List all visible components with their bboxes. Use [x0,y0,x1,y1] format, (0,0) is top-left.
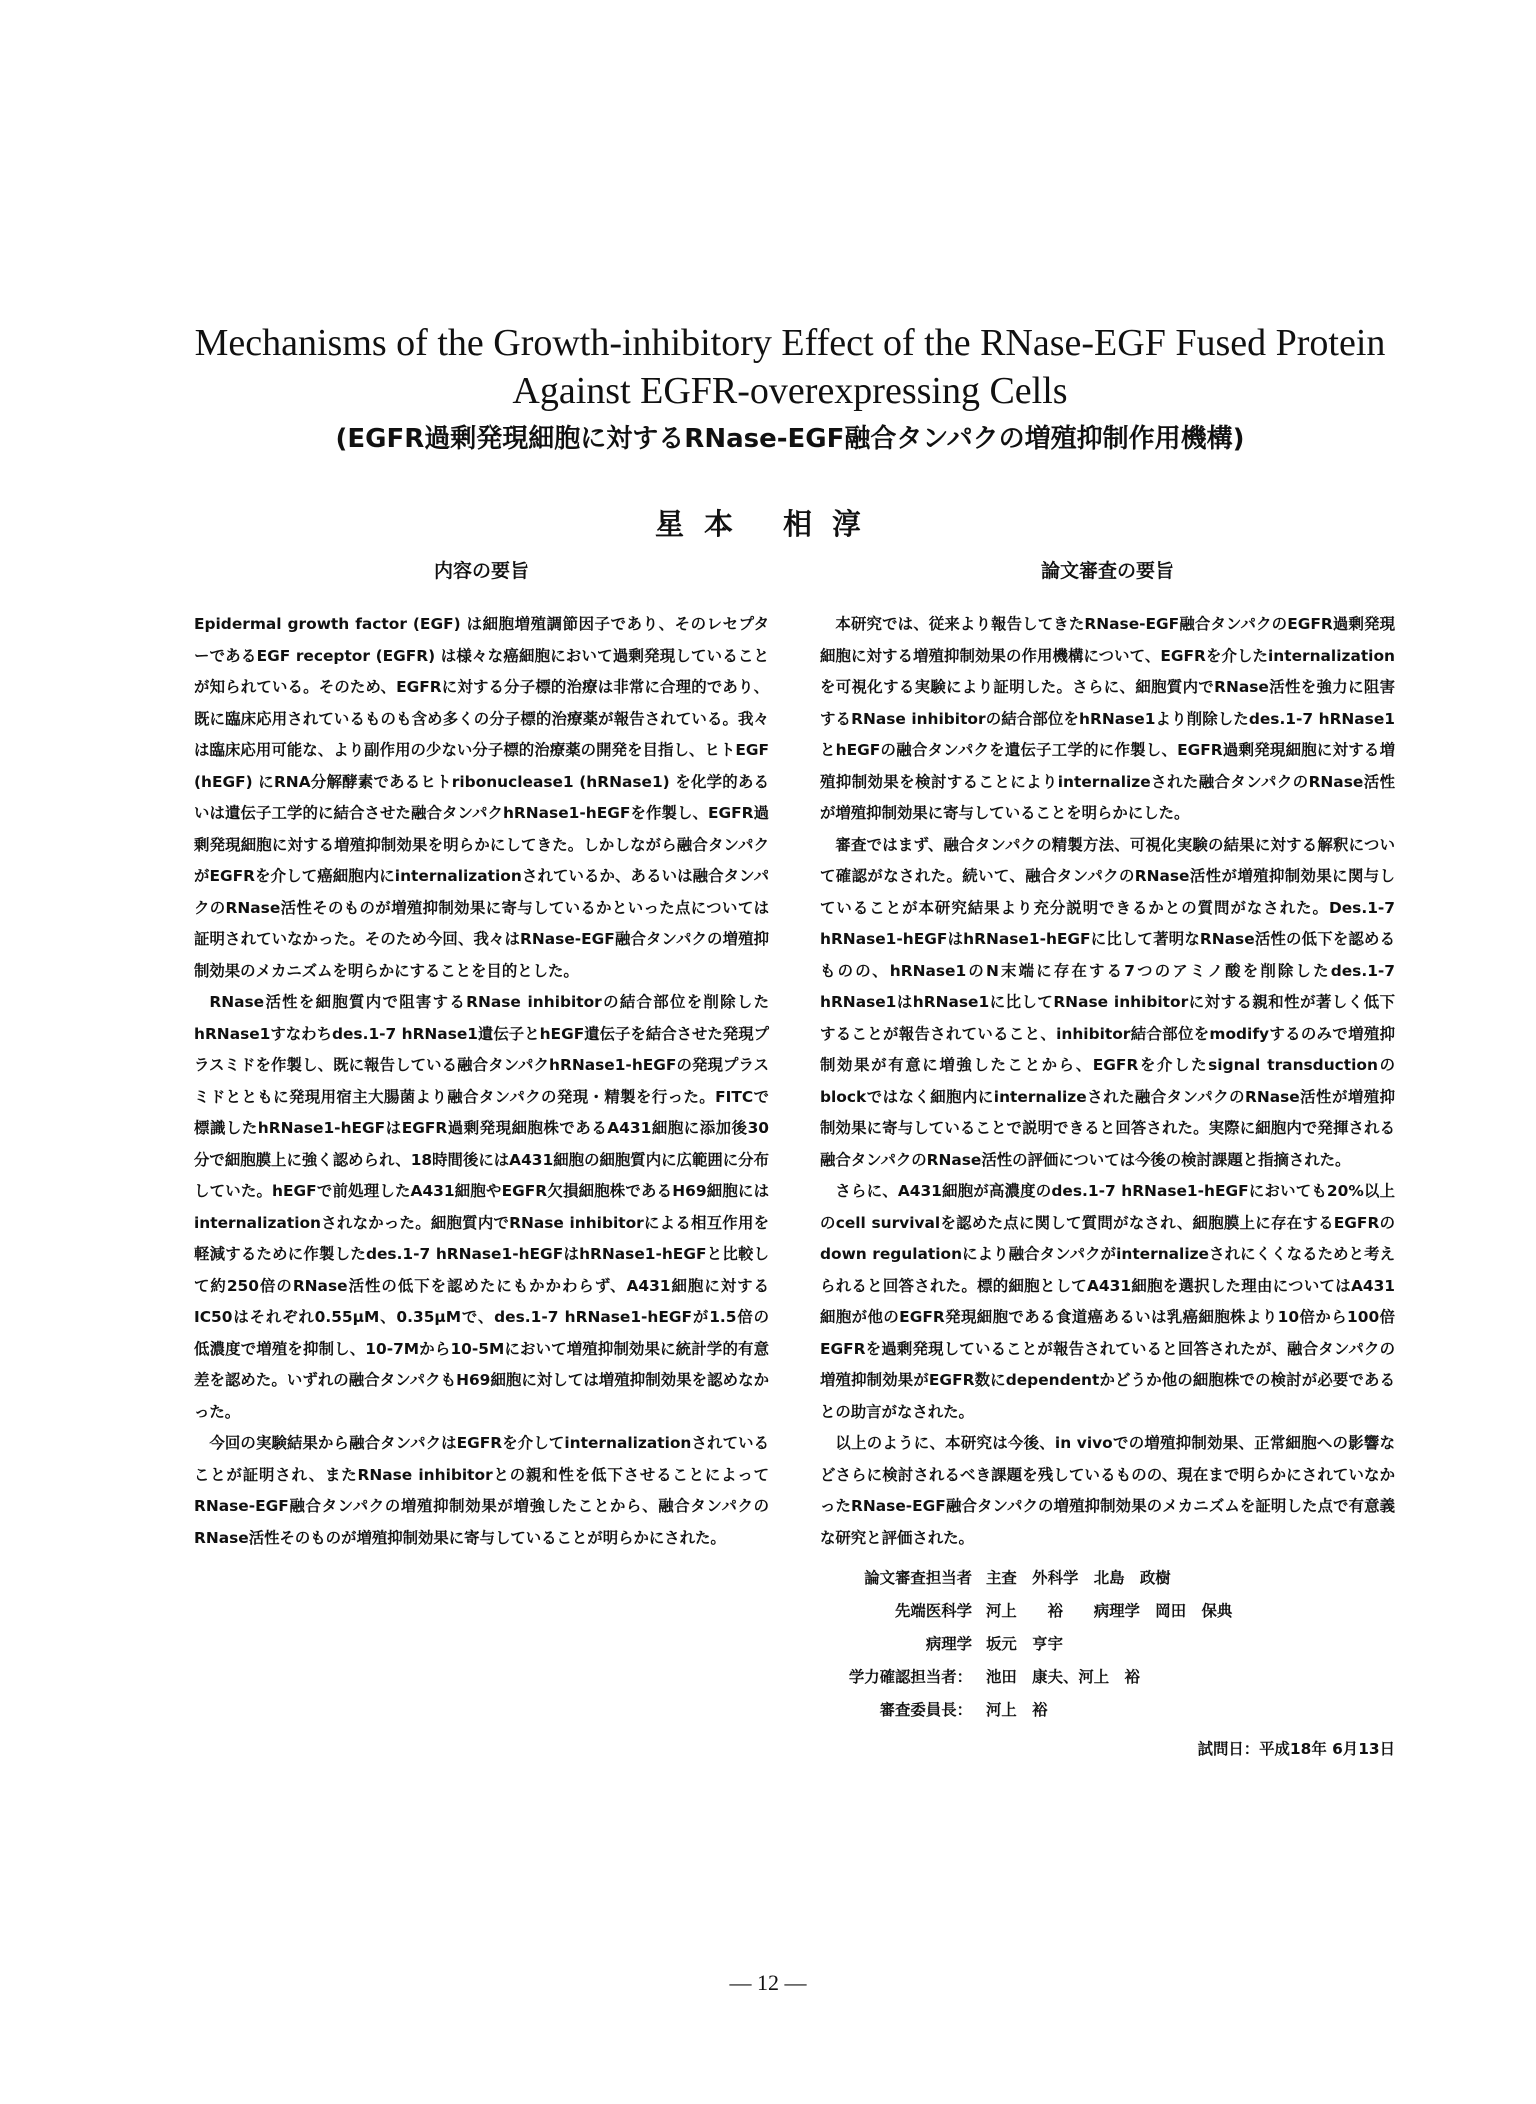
review-summary-heading: 論文審査の要旨 [1040,560,1174,582]
review-paragraph-4: 以上のように、本研究は今後、in vivoでの増殖抑制効果、正常細胞への影響などさらに検討されるべき課題を残しているものの、現在まで明らかにされていなかったRNase-EGF融合タンパクの増殖抑制効果のメカニズムを証明した点で有意義な研究と評価された。 [820,1434,1395,1547]
title-line-1: Mechanisms of the Growth-inhibitory Effect of the RNase-EGF Fused Protein [194,322,1386,364]
content-summary-heading: 内容の要旨 [433,560,529,582]
summary-paragraph-2: RNase活性を細胞質内で阻害するRNase inhibitorの結合部位を削除したhRNase1すなわちdes.1-7 hRNase1遺伝子とhEGF遺伝子を結合させた発現プラスミドを作製し、既に報告している融合タンパクhRNase1-hEGFの発現プラスミドとともに発現用宿主大腸菌より融合タンパクの発現・精製を行った。FITCで標識したhRNase1-hEGFはEGFR過剰発現細胞株であるA431細胞に添加後30分で細胞膜上に強く認められ、18時間後にはA431細胞の細胞質内に広範囲に分布していた。hEGFで前処理したA431細胞やEGFR欠損細胞株であるH69細胞にはinternalizationされなかった。細胞質内でRNase inhibitorによる相互作用を軽減するために作製したdes.1-7 hRNase1-hEGFはhRNase1-hEGFと比較して約250倍のRNase活性の低下を認めたにもかかわらず、A431細胞に対するIC50はそれぞれ0.55μM、0.35μMで、des.1-7 hRNase1-hEGFが1.5倍の低濃度で増殖を抑制し、10-7Mから10-5Mにおいて増殖抑制効果に統計学的有意差を認めた。いずれの融合タンパクもH69細胞に対しては増殖抑制効果を認めなかった。 [194,993,769,1421]
title-line-2: Against EGFR-overexpressing Cells [512,370,1068,412]
examiner-roster [820,1560,1395,1725]
roster-role: 審査委員長： [879,1700,972,1719]
exam-date: 試問日：平成18年 6月13日 [1197,1740,1395,1758]
roster-row [820,1560,1395,1593]
roster-names: 河上 裕 [986,1700,1048,1719]
roster-row [820,1659,1395,1692]
japanese-title: (EGFR過剰発現細胞に対するRNase-EGF融合タンパクの増殖抑制作用機構) [335,424,1245,454]
author-name: 星本 相淳 [654,507,882,541]
page-number: — 12 — [729,1970,807,1995]
roster-names: 池田 康夫、河上 裕 [986,1667,1140,1686]
roster-role: 学力確認担当者： [848,1667,972,1686]
roster-names: 坂元 亨宇 [986,1634,1063,1653]
review-summary-column [820,556,1395,1759]
review-paragraph-1: 本研究では、従来より報告してきたRNase-EGF融合タンパクのEGFR過剰発現細胞に対する増殖抑制効果の作用機構について、EGFRを介したinternalizationを可視化する実験により証明した。さらに、細胞質内でRNase活性を強力に阻害するRNase inhibitorの結合部位をhRNase1より削除したdes.1-7 hRNase1とhEGFの融合タンパクを遺伝子工学的に作製し、EGFR過剰発現細胞に対する増殖抑制効果を検討することによりinternalizeされた融合タンパクのRNase活性が増殖抑制効果に寄与していることを明らかにした。 [820,615,1395,822]
roster-role: 論文審査担当者 [864,1568,972,1587]
roster-role: 先端医科学 [895,1601,972,1620]
roster-row [820,1593,1395,1626]
review-paragraph-3: さらに、A431細胞が高濃度のdes.1-7 hRNase1-hEGFにおいても20%以上のcell survivalを認めた点に関して質問がなされ、細胞膜上に存在するEGFRのdown regulationにより融合タンパクがinternalizeされにくくなるためと考えられると回答された。標的細胞としてA431細胞を選択した理由についてはA431細胞が他のEGFR発現細胞である食道癌あるいは乳癌細胞株より10倍から100倍EGFRを過剰発現していることが報告されていると回答されたが、融合タンパクの増殖抑制効果がEGFR数にdependentかどうか他の細胞株での検討が必要であるとの助言がなされた。 [820,1182,1395,1421]
roster-row [820,1626,1395,1659]
summary-paragraph-3: 今回の実験結果から融合タンパクはEGFRを介してinternalizationされていることが証明され、またRNase inhibitorとの親和性を低下させることによってRNase-EGF融合タンパクの増殖抑制効果が増強したことから、融合タンパクのRNase活性そのものが増殖抑制効果に寄与していることが明らかにされた。 [194,1434,769,1547]
summary-paragraph-1: Epidermal growth factor (EGF) は細胞増殖調節因子であり、そのレセプターであるEGF receptor (EGFR) は様々な癌細胞において過剰発現していることが知られている。そのため、EGFRに対する分子標的治療は非常に合理的であり、既に臨床応用されているものも含め多くの分子標的治療薬が報告されている。我々は臨床応用可能な、より副作用の少ない分子標的治療薬の開発を目指し、ヒトEGF (hEGF) にRNA分解酵素であるヒトribonuclease1 (hRNase1) を化学的あるいは遺伝子工学的に結合させた融合タンパクhRNase1-hEGFを作製し、EGFR過剰発現細胞に対する増殖抑制効果を明らかにしてきた。しかしながら融合タンパクがEGFRを介して癌細胞内にinternalizationされているか、あるいは融合タンパクのRNase活性そのものが増殖抑制効果に寄与しているかといった点については証明されていなかった。そのため今回、我々はRNase-EGF融合タンパクの増殖抑制効果のメカニズムを明らかにすることを目的とした。 [194,615,769,980]
roster-names: 河上 裕 病理学 岡田 保典 [986,1601,1233,1620]
roster-row [820,1692,1395,1725]
content-summary-column [194,556,769,1554]
roster-role: 病理学 [925,1634,972,1653]
review-paragraph-2: 審査ではまず、融合タンパクの精製方法、可視化実験の結果に対する解釈について確認がなされた。続いて、融合タンパクのRNase活性が増殖抑制効果に関与していることが本研究結果より充分説明できるかとの質問がなされた。Des.1-7 hRNase1-hEGFはhRNase1-hEGFに比して著明なRNase活性の低下を認めるものの、hRNase1のN末端に存在する7つのアミノ酸を削除したdes.1-7 hRNase1はhRNase1に比してRNase inhibitorに対する親和性が著しく低下することが報告されていること、inhibitor結合部位をmodifyするのみで増殖抑制効果が有意に増強したことから、EGFRを介したsignal transductionのblockではなく細胞内にinternalizeされた融合タンパクのRNase活性が増殖抑制効果に寄与していることで説明できると回答された。実際に細胞内で発揮される融合タンパクのRNase活性の評価については今後の検討課題と指摘された。 [820,835,1395,1169]
roster-names: 主査 外科学 北島 政樹 [986,1568,1171,1587]
